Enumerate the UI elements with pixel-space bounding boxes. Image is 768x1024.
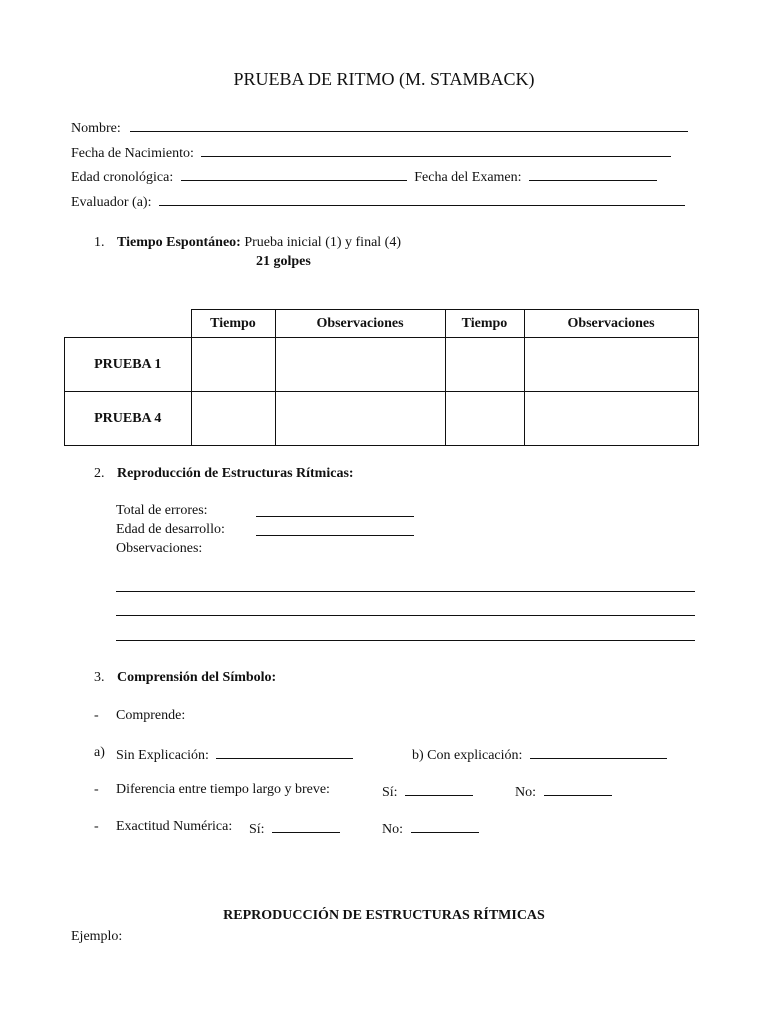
dash-marker: - [94, 708, 99, 723]
exactitud-si-row [249, 818, 340, 839]
table-row [65, 338, 699, 392]
evaluador-field[interactable] [159, 191, 685, 206]
ejemplo-label: Ejemplo: [71, 929, 123, 944]
edad-cronologica-field[interactable] [181, 166, 407, 181]
comprende-label: Comprende: [116, 708, 186, 723]
table-row [65, 392, 699, 446]
observaciones-line[interactable] [116, 591, 695, 592]
diferencia-no-field[interactable] [544, 781, 612, 796]
edad-cronologica-label: Edad cronológica: [71, 170, 174, 185]
nombre-field[interactable] [130, 117, 688, 132]
row-label: PRUEBA 1 [65, 338, 192, 392]
table-cell[interactable] [445, 392, 524, 446]
table-cell[interactable] [191, 338, 275, 392]
section1-subtext: 21 golpes [256, 254, 311, 269]
a-marker: a) [94, 745, 105, 760]
sin-explicacion-row [116, 744, 353, 765]
exactitud-no-field[interactable] [411, 818, 479, 833]
observaciones-label: Observaciones: [116, 541, 203, 556]
observaciones-line[interactable] [116, 640, 695, 641]
table-header-cell: Observaciones [524, 310, 698, 338]
nombre-row [71, 117, 688, 138]
evaluador-row [71, 191, 685, 212]
section1-number: 1. [94, 235, 105, 250]
section1-heading [117, 234, 401, 252]
section3-number: 3. [94, 670, 105, 685]
fecha-examen-label: Fecha del Examen: [414, 170, 522, 185]
edad-desarrollo-label: Edad de desarrollo: [116, 522, 225, 537]
table-header-cell: Tiempo [191, 310, 275, 338]
sin-explicacion-label: Sin Explicación: [116, 748, 209, 763]
no-label: No: [515, 785, 536, 800]
tiempo-table [64, 309, 699, 446]
table-cell[interactable] [445, 338, 524, 392]
observaciones-line[interactable] [116, 615, 695, 616]
diferencia-si-field[interactable] [405, 781, 473, 796]
table-cell[interactable] [524, 392, 698, 446]
edad-desarrollo-field[interactable] [256, 535, 414, 536]
table-header-cell: Tiempo [445, 310, 524, 338]
dash-marker: - [94, 819, 99, 834]
exactitud-si-field[interactable] [272, 818, 340, 833]
diferencia-si-row [382, 781, 473, 802]
section3-label: Comprensión del Símbolo: [117, 670, 277, 685]
si-label: Sí: [249, 822, 265, 837]
edad-fecha-row [71, 166, 657, 187]
fecha-nacimiento-field[interactable] [201, 142, 671, 157]
con-explicacion-label: b) Con explicación: [412, 748, 523, 763]
evaluador-label: Evaluador (a): [71, 195, 152, 210]
page-title: PRUEBA DE RITMO (M. STAMBACK) [233, 69, 535, 89]
footer-heading: REPRODUCCIÓN DE ESTRUCTURAS RÍTMICAS [223, 908, 545, 923]
sin-explicacion-field[interactable] [216, 744, 353, 759]
si-label: Sí: [382, 785, 398, 800]
table-header-row [65, 310, 699, 338]
diferencia-label: Diferencia entre tiempo largo y breve: [116, 782, 330, 797]
fecha-nacimiento-label: Fecha de Nacimiento: [71, 146, 194, 161]
fecha-examen-field[interactable] [529, 166, 657, 181]
section1-label: Tiempo Espontáneo: [117, 235, 241, 250]
table-cell[interactable] [275, 338, 445, 392]
nombre-label: Nombre: [71, 121, 121, 136]
fecha-nacimiento-row [71, 142, 671, 163]
total-errores-label: Total de errores: [116, 503, 208, 518]
table-header-cell: Observaciones [275, 310, 445, 338]
no-label: No: [382, 822, 403, 837]
section2-label: Reproducción de Estructuras Rítmicas: [117, 466, 354, 481]
diferencia-no-row [515, 781, 612, 802]
table-cell[interactable] [524, 338, 698, 392]
row-label: PRUEBA 4 [65, 392, 192, 446]
exactitud-no-row [382, 818, 479, 839]
con-explicacion-field[interactable] [530, 744, 667, 759]
total-errores-field[interactable] [256, 516, 414, 517]
table-cell[interactable] [191, 392, 275, 446]
section2-number: 2. [94, 466, 105, 481]
exactitud-label: Exactitud Numérica: [116, 819, 233, 834]
section1-text: Prueba inicial (1) y final (4) [244, 235, 401, 250]
table-corner [65, 310, 192, 338]
table-cell[interactable] [275, 392, 445, 446]
dash-marker: - [94, 782, 99, 797]
con-explicacion-row [412, 744, 667, 765]
